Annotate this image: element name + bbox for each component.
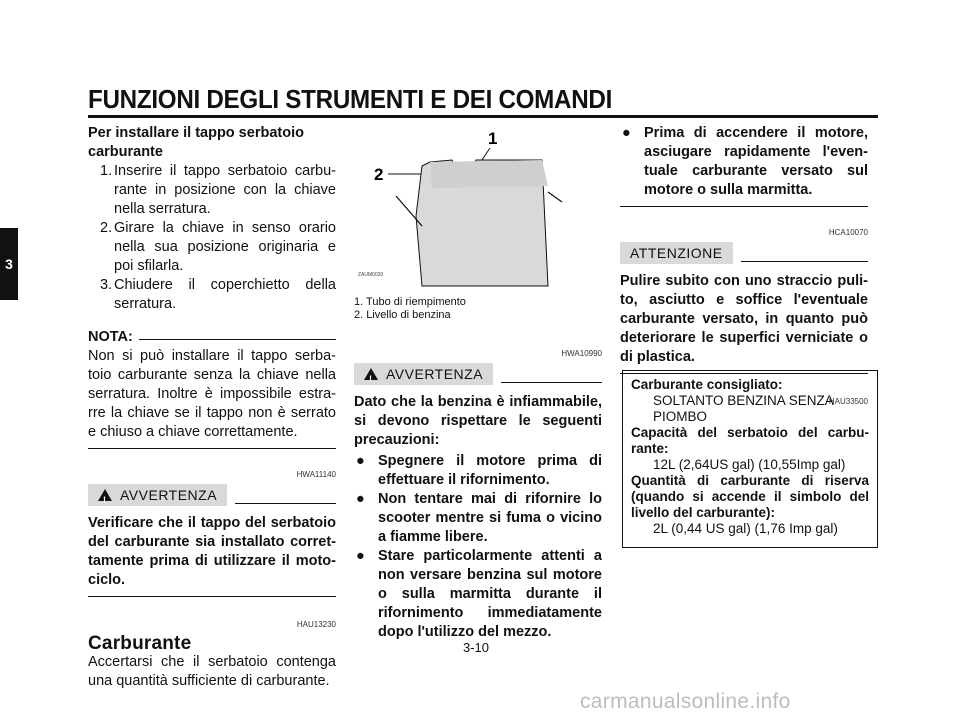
right-column: [620, 124, 868, 411]
left-column: [88, 124, 336, 691]
warning-triangle-icon: !: [98, 489, 112, 501]
warning-header: [354, 363, 602, 385]
page-title: FUNZIONI DEGLI STRUMENTI E DEI COMANDI: [88, 84, 613, 114]
middle-column: [354, 296, 602, 642]
section-text: Accertarsi che il serbatoio contenga una quantità sufficiente di carburante.: [88, 654, 336, 689]
warning-badge: ! AVVERTENZA: [88, 484, 227, 506]
spec-value: SOLTANTO BENZINA SENZA: [653, 393, 834, 408]
fuel-spec-box: [622, 370, 878, 548]
spec-value: PIOMBO: [653, 409, 708, 424]
header-rule: [88, 115, 878, 118]
caption-1: 1. Tubo di riempimento: [354, 296, 466, 308]
figure-code: ZAUM0020: [358, 272, 384, 278]
install-title: Per installare il tappo serbatoio carburante: [88, 125, 304, 160]
nota-heading: NOTA:: [88, 328, 336, 347]
page-number: 3-10: [463, 640, 490, 655]
spec-label: Capacità del serbatoio del carbu-rante:: [631, 425, 869, 456]
spec-value: 12L (2,64US gal) (10,55Imp gal): [653, 457, 846, 472]
step-item: 3. Chiudere il coperchietto della serratura.: [100, 277, 336, 312]
list-item: ● Prima di accendere il motore, asciugare rapidamente l'even-tuale carburante versato sul motore o sulla marmitta.: [622, 125, 868, 198]
spec-label: Carburante consigliato:: [631, 377, 783, 392]
nota-rule: [88, 448, 336, 449]
caution-header: [620, 242, 868, 264]
step-item: 1. Inserire il tappo serbatoio carbu-rante in posizione con la chiave nella serratura.: [100, 163, 336, 217]
caution-code: HCA10070: [828, 228, 868, 237]
caption-2: 2. Livello di benzina: [354, 309, 451, 321]
spec-code: HAU33500: [828, 397, 868, 406]
list-item: ● Stare particolarmente attenti a non versare benzina sul motore o sulla marmitta durante il rifornimento immediatamente dopo l'utilizzo del mezzo.: [356, 548, 602, 640]
warning-text: Verificare che il tappo del serbatoio del carburante sia installato corret-tamente prima di utilizzare il moto-ciclo.: [88, 515, 336, 588]
list-item: ● Spegnere il motore prima di effettuare il rifornimento.: [356, 453, 602, 488]
warning-rule: [620, 206, 868, 207]
warning-code: HWA10990: [561, 349, 602, 358]
figure-label-2: 2: [374, 165, 384, 184]
warning-intro: Dato che la benzina è infiammabile, si devono rispettare le seguenti precauzioni:: [354, 394, 602, 448]
caution-badge: ATTENZIONE: [620, 242, 733, 264]
fuel-tank-figure: [352, 126, 602, 294]
warning-header: [88, 484, 336, 506]
spec-label: Quantità di carburante di riserva (quando si accende il simbolo del livello del carburante):: [631, 473, 869, 520]
nota-text: Non si può installare il tappo serba-toio carburante senza la chiave nella serratura. Inoltre è impossibile estra-rre la chiave se il tappo non è serrato e chiuso a chiave correttamente.: [88, 348, 336, 440]
warning-badge: ! AVVERTENZA: [354, 363, 493, 385]
section-title: Carburante: [88, 633, 192, 654]
watermark: carmanualsonline.info: [580, 690, 791, 713]
step-item: 2. Girare la chiave in senso orario nella sua posizione originaria e poi sfilarla.: [100, 220, 336, 274]
spec-value: 2L (0,44 US gal) (1,76 Imp gal): [653, 521, 838, 536]
chapter-tab: 3: [0, 228, 18, 300]
list-item: ● Non tentare mai di rifornire lo scooter mentre si fuma o vicino a fiamme libere.: [356, 491, 602, 545]
figure-label-1: 1: [488, 129, 498, 148]
caution-text: Pulire subito con uno straccio puli-to, asciutto e soffice l'eventuale carburante versato, in quanto può deteriorare le superfici verniciate o di plastica.: [620, 273, 868, 365]
warning-triangle-icon: !: [364, 368, 378, 380]
section-code: HAU13230: [296, 620, 336, 629]
warning-rule: [88, 596, 336, 597]
warning-code: HWA11140: [296, 470, 336, 479]
